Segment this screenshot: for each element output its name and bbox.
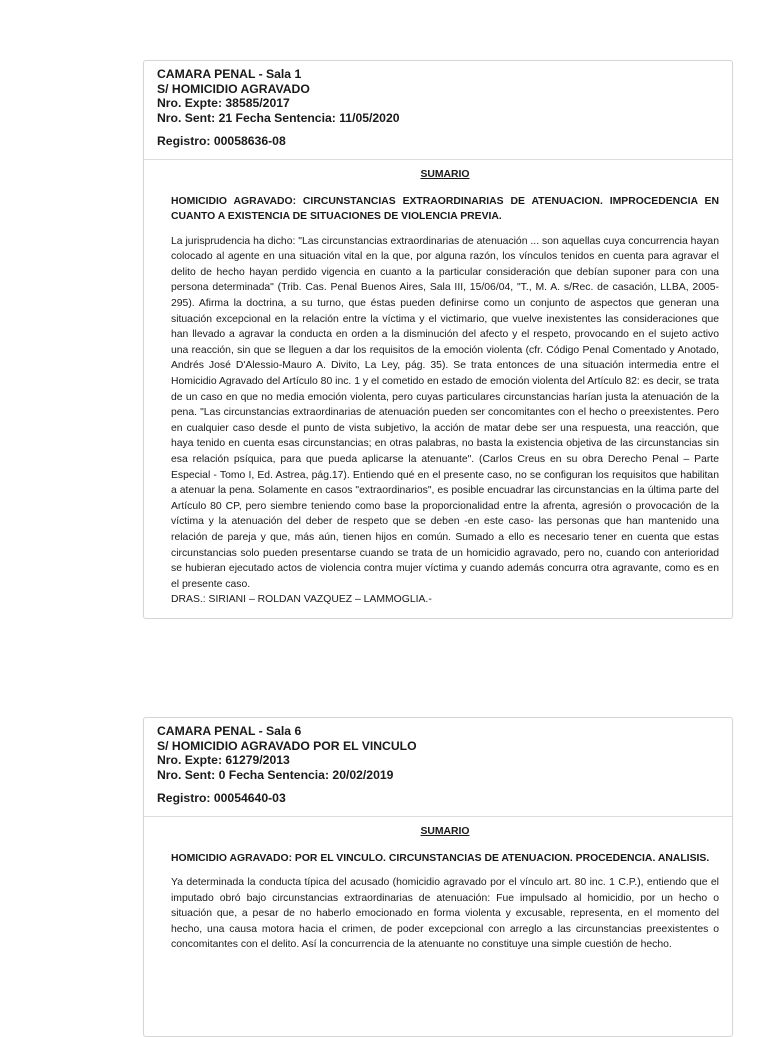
sumario-text: Ya determinada la conducta típica del acusado (homicidio agravado por el vínculo art. 80 inc. 1 C.P.), entiendo que el imputado obró bajo circunstancias extraordinarias de atenuación: Fue impulsado al homicidio, por un hecho o situación que, a pesar de no haberlo emocionado en forma violenta y excusable, representa, en el momento del hecho, una causa motora hacia el crimen, de poder excepcional con arreglo a las circunstancias preexistentes o concomitantes con el delito. Así la concurrencia de la atenuante no constituye una simple cuestión de hecho. bbox=[171, 877, 719, 951]
expte-number: Nro. Expte: 38585/2017 bbox=[157, 96, 290, 110]
expte-number: Nro. Expte: 61279/2013 bbox=[157, 753, 290, 767]
sumario-heading: SUMARIO bbox=[420, 825, 470, 837]
case-subject: S/ HOMICIDIO AGRAVADO POR EL VINCULO bbox=[157, 738, 417, 753]
record-header bbox=[144, 61, 732, 160]
sumario-heading: SUMARIO bbox=[420, 168, 470, 180]
record-body bbox=[144, 160, 732, 618]
court-name: CAMARA PENAL - Sala 6 bbox=[157, 724, 302, 738]
sentence-info: Nro. Sent: 21 Fecha Sentencia: 11/05/2020 bbox=[157, 110, 400, 125]
sumario-title: HOMICIDIO AGRAVADO: POR EL VINCULO. CIRCUNSTANCIAS DE ATENUACION. PROCEDENCIA. ANALISIS. bbox=[171, 852, 710, 864]
sentence-info: Nro. Sent: 0 Fecha Sentencia: 20/02/2019 bbox=[157, 767, 394, 782]
judges-signature: DRAS.: SIRIANI – ROLDAN VAZQUEZ – LAMMOGLIA.- bbox=[171, 594, 432, 606]
sumario-text: La jurisprudencia ha dicho: "Las circunstancias extraordinarias de atenuación ... son aquellas cuya concurrencia hayan colocado al agente en una situación vital en la que, por alguna razón, los vínculos tenidos en cuenta para agravar el delito de hecho hayan perdido vigencia en cuanto a la particular consideración que debían suponer para con una persona determinada" (Trib. Cas. Penal Buenos Aires, Sala III, 15/06/04, "T., M. A. s/Rec. de casación, LLBA, 2005-295). Afirma la doctrina, a su turno, que éstas pueden definirse como un conjunto de aspectos que generan una situación excepcional en la relación entre la víctima y el victimario, que vuelve inexistentes las consideraciones que han llevado a agravar la conducta en orden a la disminución del afecto y el respeto, provocando en el sujeto activo una reacción, sin que se lleguen a dar los requisitos de la emoción violenta (cfr. Código Penal Comentado y Anotado, Andrés José D'Alessio-Mauro A. Divito, La Ley, pág. 35). Se trata entonces de una situación intermedia entre el Homicidio Agravado del Artículo 80 inc. 1 y el cometido en estado de emoción violenta del Artículo 82: es decir, se trata de un caso en que no media emoción violenta, pero cuyas particulares circunstancias harían justa la atenuación de la pena. "Las circunstancias extraordinarias de atenuación pueden ser concomitantes con el hecho o preexistentes. Pero en cualquier caso desde el punto de vista subjetivo, la acción de matar debe ser una respuesta, una reacción, que haya tenido en cuenta esas circunstancias; en otras palabras, no basta la existencia objetiva de las circunstancias sin esa relación psíquica, para que pueda aplicarse la atenuante". (Carlos Creus en su obra Derecho Penal – Parte Especial - Tomo I, Ed. Astrea, pág.17). Entiendo qué en el presente caso, no se configuran los requisitos que habilitan a atenuar la pena. Solamente en casos "extraordinarios", es posible encuadrar las circunstancias en la última parte del Artículo 80 CP, pero siembre teniendo como base la proporcionalidad entre la afrenta, agresión o provocación de la víctima y la atenuación del deber de respeto que se deben -en este caso- las personas que han mantenido una relación de pareja y que, más aún, tienen hijos en común. Sumado a ello es necesario tener en cuenta que estas circunstancias solo pueden presentarse cuando se trata de un homicidio agravado, pero no, cuando con anterioridad se hubieran ejecutado actos de violencia contra mujer víctima y cuando además concurra otra agravante, como es en el presente caso. bbox=[171, 235, 719, 590]
case-subject: S/ HOMICIDIO AGRAVADO bbox=[157, 81, 310, 96]
registro-number: Registro: 00054640-03 bbox=[157, 791, 286, 805]
registro-number: Registro: 00058636-08 bbox=[157, 134, 286, 148]
court-name: CAMARA PENAL - Sala 1 bbox=[157, 67, 302, 81]
record-card bbox=[143, 717, 733, 1037]
sumario-title: HOMICIDIO AGRAVADO: CIRCUNSTANCIAS EXTRAORDINARIAS DE ATENUACION. IMPROCEDENCIA EN CUANTO A EXISTENCIA DE SITUACIONES DE VIOLENCIA PREVIA. bbox=[171, 195, 719, 223]
record-header bbox=[144, 718, 732, 817]
record-body bbox=[144, 817, 732, 964]
record-card bbox=[143, 60, 733, 619]
